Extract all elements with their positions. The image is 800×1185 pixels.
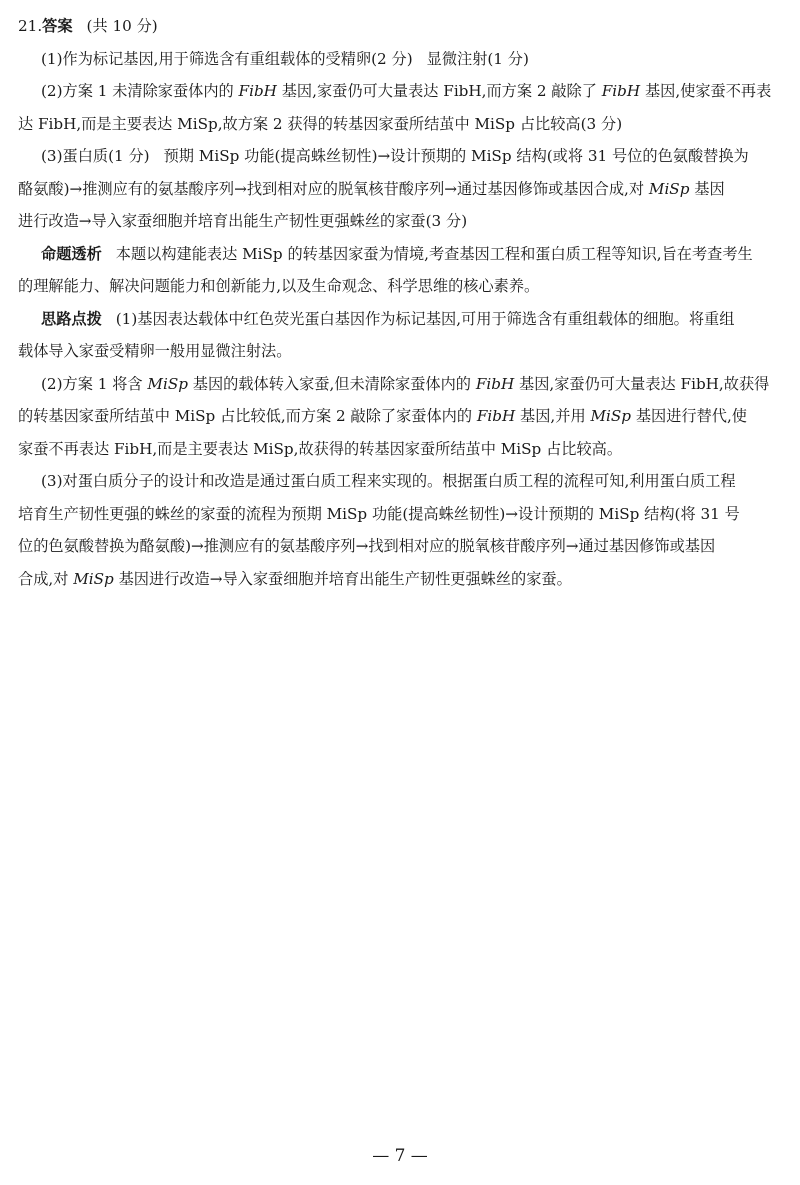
question-header (18, 10, 784, 43)
answer-3-line-1: (3)蛋白质(1 分) 预期 MiSp 功能(提高蛛丝韧性)→设计预期的 MiSp 结构(或将 31 号位的色氨酸替换为 (41, 147, 749, 165)
question-number: 21. (18, 17, 43, 35)
analysis-line-1: 命题透析 本题以构建能表达 MiSp 的转基因家蚕为情境,考查基因工程和蛋白质工程等知识,旨在考查考生 (41, 244, 753, 263)
hints-p3-line-1: (3)对蛋白质分子的设计和改造是通过蛋白质工程来实现的。根据蛋白质工程的流程可知,利用蛋白质工程 (41, 472, 736, 490)
page-number: — 7 — (372, 1146, 428, 1166)
answer-3-line-2: 酪氨酸)→推测应有的氨基酸序列→找到相对应的脱氧核苷酸序列→通过基因修饰或基因合成,对 MiSp 基因 (18, 179, 725, 198)
analysis-label: 命题透析 (41, 244, 102, 263)
hints-p2-line-1: (2)方案 1 将含 MiSp 基因的载体转入家蚕,但未清除家蚕体内的 FibH 基因,家蚕仍可大量表达 FibH,故获得 (41, 374, 770, 393)
hints-p2-line-3: 家蚕不再表达 FibH,而是主要表达 MiSp,故获得的转基因家蚕所结茧中 MiSp 占比较高。 (18, 439, 623, 458)
answer-2-line-1: (2)方案 1 未清除家蚕体内的 FibH 基因,家蚕仍可大量表达 FibH,而方案 2 敲除了 FibH 基因,使家蚕不再表 (41, 82, 772, 100)
hints-p2-line-2: 的转基因家蚕所结茧中 MiSp 占比较低,而方案 2 敲除了家蚕体内的 FibH 基因,并用 MiSp 基因进行替代,使 (18, 407, 747, 425)
answer-title: 答案 (42, 17, 73, 35)
answer-3-line-3: 进行改造→导入家蚕细胞并培育出能生产韧性更强蛛丝的家蚕(3 分) (18, 212, 468, 230)
total-score: (共 10 分) (86, 17, 158, 35)
hints-line-2: 载体导入家蚕受精卵一般用显微注射法。 (18, 342, 292, 360)
hints-label: 思路点拨 (41, 309, 102, 328)
hints-line-1: 思路点拨 (1)基因表达载体中红色荧光蛋白基因作为标记基因,可用于筛选含有重组载体的细胞。将重组 (41, 309, 735, 328)
hints-p3-line-3: 位的色氨酸替换为酪氨酸)→推测应有的氨基酸序列→找到相对应的脱氧核苷酸序列→通过基因修饰或基因 (18, 537, 716, 555)
answer-2-line-2: 达 FibH,而是主要表达 MiSp,故方案 2 获得的转基因家蚕所结茧中 MiSp 占比较高(3 分) (18, 114, 623, 133)
answer-1: (1)作为标记基因,用于筛选含有重组载体的受精卵(2 分) 显微注射(1 分) (41, 49, 529, 68)
analysis-line-2: 的理解能力、解决问题能力和创新能力,以及生命观念、科学思维的核心素养。 (18, 277, 540, 295)
hints-p3-line-2: 培育生产韧性更强的蛛丝的家蚕的流程为预期 MiSp 功能(提高蛛丝韧性)→设计预期的 MiSp 结构(将 31 号 (18, 504, 740, 523)
hints-p3-line-4: 合成,对 MiSp 基因进行改造→导入家蚕细胞并培育出能生产韧性更强蛛丝的家蚕。 (18, 569, 572, 588)
answer-section (18, 10, 784, 595)
